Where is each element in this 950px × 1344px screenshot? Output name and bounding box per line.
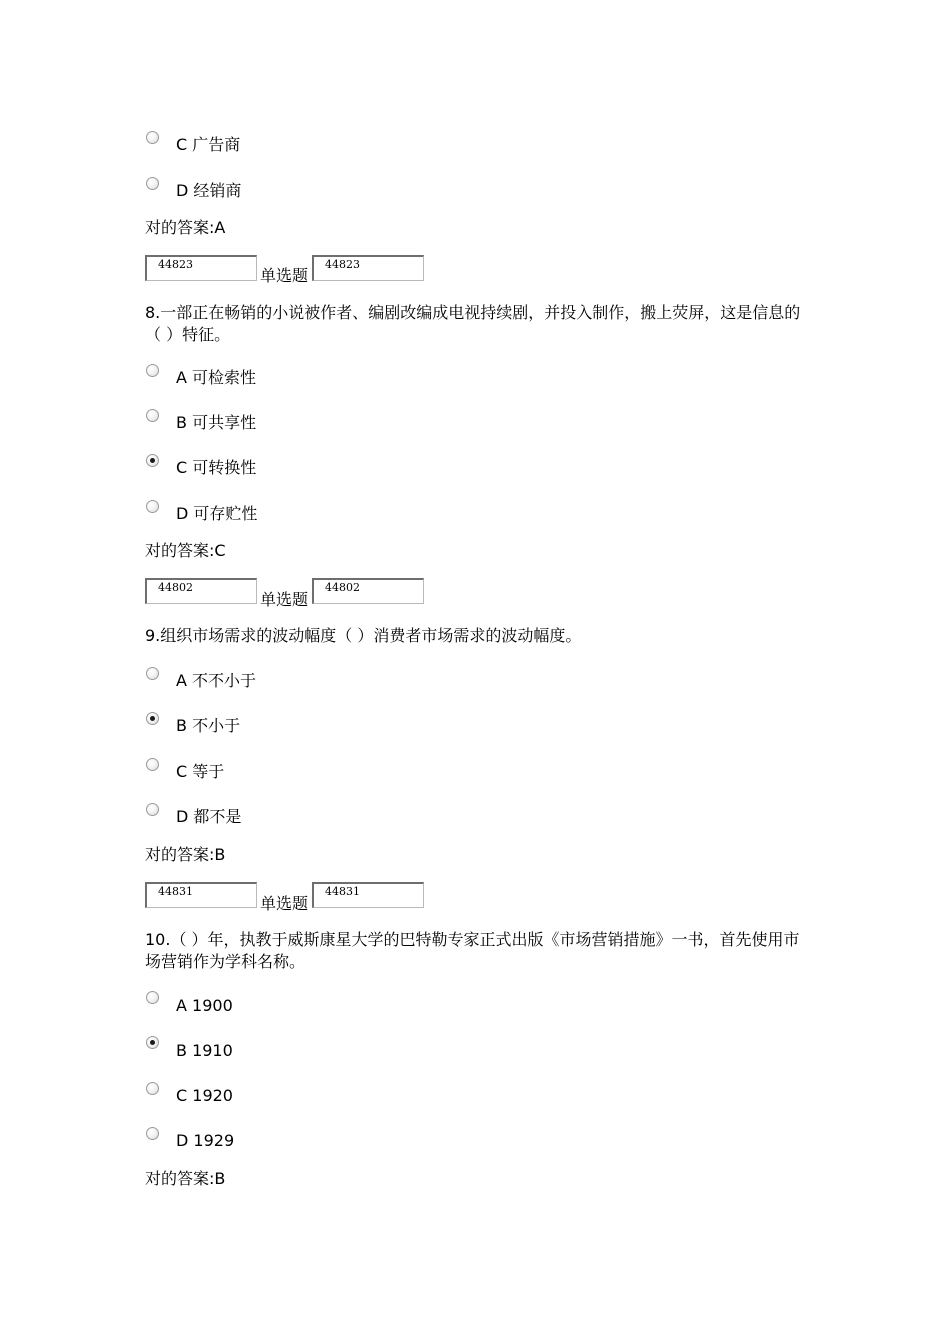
correct-answer: 对的答案:B (145, 845, 226, 864)
question-type-label: 单选题 (260, 590, 309, 609)
radio-q9-option-d[interactable] (146, 803, 159, 816)
option-label: B 可共享性 (176, 413, 257, 432)
correct-answer: 对的答案:B (145, 1169, 226, 1188)
radio-q10-option-c[interactable] (146, 1082, 159, 1095)
option-label: C 可转换性 (176, 458, 257, 477)
option-label: A 可检索性 (176, 368, 257, 387)
radio-q8-option-d[interactable] (146, 500, 159, 513)
option-label: A 不不小于 (176, 671, 257, 690)
option-label: C 1920 (176, 1086, 233, 1105)
question-text: 9.组织市场需求的波动幅度（ ）消费者市场需求的波动幅度。 (145, 626, 582, 645)
radio-q9-option-b[interactable] (146, 712, 159, 725)
correct-answer: 对的答案:A (145, 218, 226, 237)
question-id-field[interactable]: 44802 (145, 578, 257, 604)
question-text: 8.一部正在畅销的小说被作者、编剧改编成电视持续剧，并投入制作，搬上荧屏，这是信息的（ ）特征。 (145, 303, 801, 344)
radio-q10-option-b[interactable] (146, 1036, 159, 1049)
option-label: C 等于 (176, 762, 225, 781)
option-label: D 1929 (176, 1131, 235, 1150)
question-type-label: 单选题 (260, 266, 309, 285)
correct-answer: 对的答案:C (145, 541, 226, 560)
option-label: A 1900 (176, 996, 233, 1015)
radio-q9-option-a[interactable] (146, 667, 159, 680)
option-label: D 都不是 (176, 807, 242, 826)
radio-q7-option-d[interactable] (146, 177, 159, 190)
radio-q10-option-d[interactable] (146, 1127, 159, 1140)
question-id-field[interactable]: 44831 (145, 882, 257, 908)
radio-q8-option-b[interactable] (146, 409, 159, 422)
option-label: B 不小于 (176, 716, 241, 735)
radio-q7-option-c[interactable] (146, 131, 159, 144)
option-label: D 经销商 (176, 181, 242, 200)
radio-q10-option-a[interactable] (146, 991, 159, 1004)
radio-q9-option-c[interactable] (146, 758, 159, 771)
question-type-label: 单选题 (260, 894, 309, 913)
question-text: 10.（ ）年，执教于威斯康星大学的巴特勒专家正式出版《市场营销措施》一书，首先使用市场营销作为学科名称。 (145, 930, 800, 971)
option-label: B 1910 (176, 1041, 233, 1060)
question-id-field[interactable]: 44823 (145, 255, 257, 281)
option-label: C 广告商 (176, 135, 241, 154)
question-id-field[interactable]: 44802 (312, 578, 424, 604)
question-id-field[interactable]: 44823 (312, 255, 424, 281)
question-id-field[interactable]: 44831 (312, 882, 424, 908)
option-label: D 可存贮性 (176, 504, 258, 523)
radio-q8-option-c[interactable] (146, 454, 159, 467)
radio-q8-option-a[interactable] (146, 364, 159, 377)
